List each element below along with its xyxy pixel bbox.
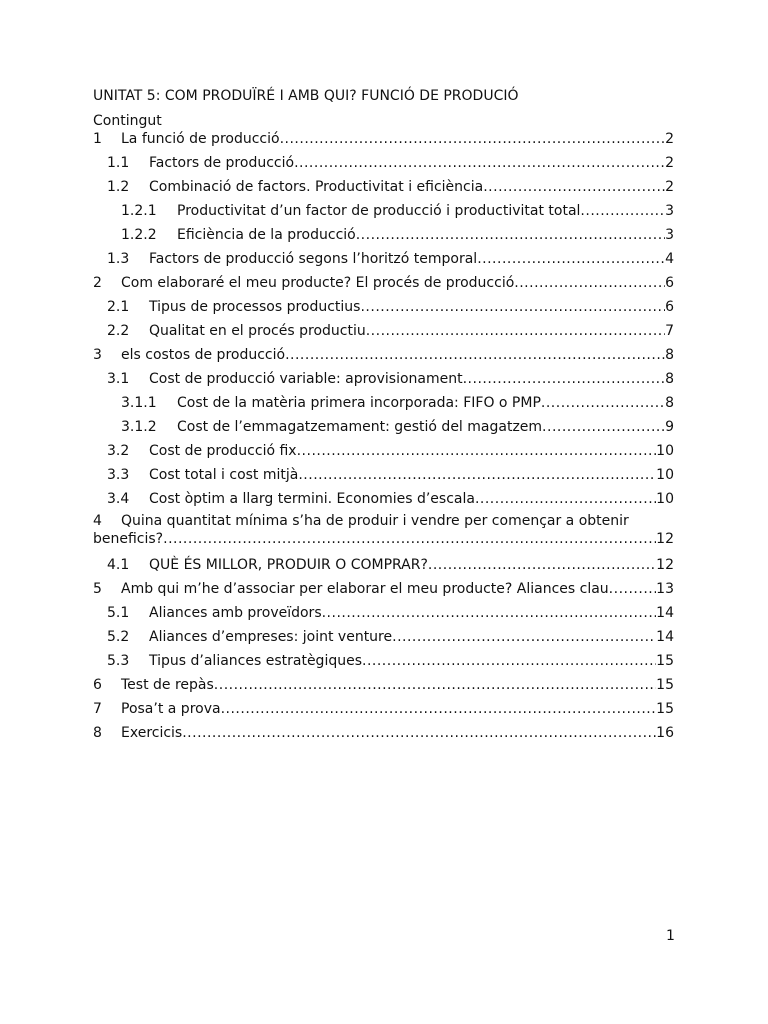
toc-entry-number: 5.3 [107, 653, 130, 669]
toc-entry-number: 1.2.1 [121, 203, 157, 219]
toc-entry-number: 1.3 [107, 251, 130, 267]
toc-leader-dots [214, 675, 656, 695]
toc-entry-page: 16 [656, 725, 674, 741]
toc-entry-title: Qualitat en el procés productiu [149, 323, 366, 339]
toc-entry-page: 7 [665, 323, 674, 339]
toc-entry[interactable] [93, 128, 674, 152]
toc-entry-number: 3.4 [107, 491, 130, 507]
toc-leader-dots [297, 441, 657, 461]
toc-entry-title: Test de repàs [121, 677, 214, 693]
toc-entry-page: 8 [665, 347, 674, 363]
toc-entry-title: Aliances d’empreses: joint venture [149, 629, 393, 645]
toc-entry-title: Com elaboraré el meu producte? El procés de producció [121, 275, 515, 291]
toc-entry[interactable] [93, 722, 674, 746]
toc-leader-dots [580, 201, 665, 221]
toc-leader-dots [475, 489, 656, 509]
toc-entry-number: 1.1 [107, 155, 130, 171]
toc-entry[interactable] [93, 152, 674, 176]
toc-entry-title: Cost de l’emmagatzemament: gestió del magatzem [177, 419, 543, 435]
toc-entry-number: 2.1 [107, 299, 130, 315]
toc-entry[interactable] [93, 248, 674, 272]
toc-entry-page: 6 [665, 275, 674, 291]
toc-entry-page: 10 [656, 443, 674, 459]
toc-leader-dots [463, 369, 665, 389]
toc-leader-dots [514, 273, 665, 293]
toc-entry[interactable] [93, 488, 674, 512]
toc-entry-page: 9 [665, 419, 674, 435]
toc-leader-dots [356, 225, 665, 245]
toc-entry[interactable] [93, 602, 674, 626]
toc-entry-page: 13 [656, 581, 674, 597]
toc-leader-dots [362, 651, 656, 671]
toc-entry[interactable] [93, 674, 674, 698]
toc-entry-number: 6 [93, 677, 102, 693]
toc-entry-title: Cost de producció fix [149, 443, 297, 459]
toc-entry-number: 3.1.1 [121, 395, 157, 411]
toc-entry[interactable] [93, 698, 674, 722]
toc-entry-title: els costos de producció [121, 347, 286, 363]
toc-entry-number: 5 [93, 581, 102, 597]
toc-entry-title: Productivitat d’un factor de producció i productivitat total [177, 203, 581, 219]
document-title: UNITAT 5: COM PRODUÏRÉ I AMB QUI? FUNCIÓ DE PRODUCIÓ [93, 88, 519, 104]
toc-entry-number: 4 [93, 513, 102, 529]
toc-entry-number: 1.2 [107, 179, 130, 195]
toc-entry[interactable] [93, 464, 674, 488]
toc-entry-title: La funció de producció [121, 131, 280, 147]
toc-entry[interactable] [93, 416, 674, 440]
toc-entry-number: 3 [93, 347, 102, 363]
toc-entry-title: Combinació de factors. Productivitat i eficiència [149, 179, 484, 195]
toc-entry[interactable] [93, 368, 674, 392]
toc-entry-page: 2 [665, 155, 674, 171]
toc-leader-dots [322, 603, 657, 623]
toc-entry-number: 3.3 [107, 467, 130, 483]
toc-leader-dots [428, 555, 656, 575]
toc-leader-dots [477, 249, 665, 269]
toc-entry-number: 1.2.2 [121, 227, 157, 243]
toc-entry-title: Tipus d’aliances estratègiques [149, 653, 362, 669]
toc-entry[interactable] [93, 626, 674, 650]
toc-leader-dots [392, 627, 656, 647]
toc-entry-page: 14 [656, 629, 674, 645]
toc-leader-dots [541, 393, 665, 413]
toc-entry-number: 4.1 [107, 557, 130, 573]
toc-leader-dots [366, 321, 665, 341]
toc-leader-dots [182, 723, 656, 743]
toc-entry-page: 10 [656, 491, 674, 507]
toc-entry-page: 15 [656, 653, 674, 669]
toc-leader-dots [360, 297, 665, 317]
toc-entry-title: Factors de producció [149, 155, 295, 171]
toc-entry[interactable] [93, 440, 674, 464]
toc-entry[interactable] [93, 320, 674, 344]
toc-entry-title: QUÈ ÉS MILLOR, PRODUIR O COMPRAR? [149, 557, 428, 573]
toc-entry[interactable] [93, 224, 674, 248]
toc-entry-title: Cost de producció variable: aprovisionament [149, 371, 463, 387]
toc-entry-page: 15 [656, 701, 674, 717]
toc-entry-page: 8 [665, 371, 674, 387]
toc-leader-dots [285, 345, 665, 365]
toc-entry-page: 8 [665, 395, 674, 411]
toc-entry-title: Tipus de processos productius [149, 299, 361, 315]
toc-entry-title: Exercicis [121, 725, 183, 741]
toc-entry[interactable] [93, 296, 674, 320]
toc-entry-title: Cost total i cost mitjà [149, 467, 299, 483]
toc-entry-page: 3 [665, 203, 674, 219]
toc-leader-dots [483, 177, 665, 197]
toc-entry[interactable] [93, 200, 674, 224]
toc-entry-page: 12 [656, 531, 674, 547]
toc-entry[interactable] [93, 392, 674, 416]
toc-leader-dots [221, 699, 657, 719]
table-of-contents [93, 128, 674, 746]
toc-entry-number: 3.2 [107, 443, 130, 459]
toc-entry-number: 2 [93, 275, 102, 291]
page-number: 1 [666, 928, 675, 944]
toc-entry-page: 10 [656, 467, 674, 483]
toc-entry-page: 2 [665, 179, 674, 195]
toc-entry-number: 2.2 [107, 323, 130, 339]
toc-leader-dots [609, 579, 657, 599]
toc-entry-title: Quina quantitat mínima s’ha de produir i vendre per començar a obtenir [121, 513, 629, 529]
toc-entry[interactable] [93, 650, 674, 674]
toc-leader-dots [163, 530, 656, 548]
toc-entry-title: Aliances amb proveïdors [149, 605, 322, 621]
toc-entry[interactable] [93, 272, 674, 296]
toc-entry-number: 1 [93, 131, 102, 147]
toc-entry[interactable] [93, 512, 674, 554]
toc-entry[interactable] [93, 554, 674, 578]
toc-heading: Contingut [93, 113, 162, 129]
toc-entry-title-continued: beneficis? [93, 531, 164, 547]
toc-entry[interactable] [93, 344, 674, 368]
toc-leader-dots [542, 417, 665, 437]
toc-leader-dots [280, 129, 666, 149]
toc-entry[interactable] [93, 176, 674, 200]
toc-entry-number: 3.1.2 [121, 419, 157, 435]
toc-entry-page: 14 [656, 605, 674, 621]
toc-entry-page: 6 [665, 299, 674, 315]
toc-entry-title: Eficiència de la producció [177, 227, 356, 243]
toc-entry-number: 8 [93, 725, 102, 741]
toc-entry-number: 3.1 [107, 371, 130, 387]
toc-entry-title: Amb qui m’he d’associar per elaborar el meu producte? Aliances clau [121, 581, 609, 597]
toc-entry-page: 3 [665, 227, 674, 243]
toc-entry-page: 12 [656, 557, 674, 573]
toc-entry-number: 5.1 [107, 605, 130, 621]
toc-entry-title: Factors de producció segons l’horitzó temporal [149, 251, 478, 267]
toc-entry-number: 7 [93, 701, 102, 717]
toc-leader-dots [294, 153, 665, 173]
toc-entry-title: Posa’t a prova [121, 701, 221, 717]
toc-entry-title: Cost òptim a llarg termini. Economies d’escala [149, 491, 475, 507]
toc-leader-dots [298, 465, 656, 485]
toc-entry[interactable] [93, 578, 674, 602]
toc-entry-page: 2 [665, 131, 674, 147]
toc-entry-title: Cost de la matèria primera incorporada: FIFO o PMP [177, 395, 541, 411]
toc-entry-number: 5.2 [107, 629, 130, 645]
toc-entry-page: 15 [656, 677, 674, 693]
toc-entry-page: 4 [665, 251, 674, 267]
